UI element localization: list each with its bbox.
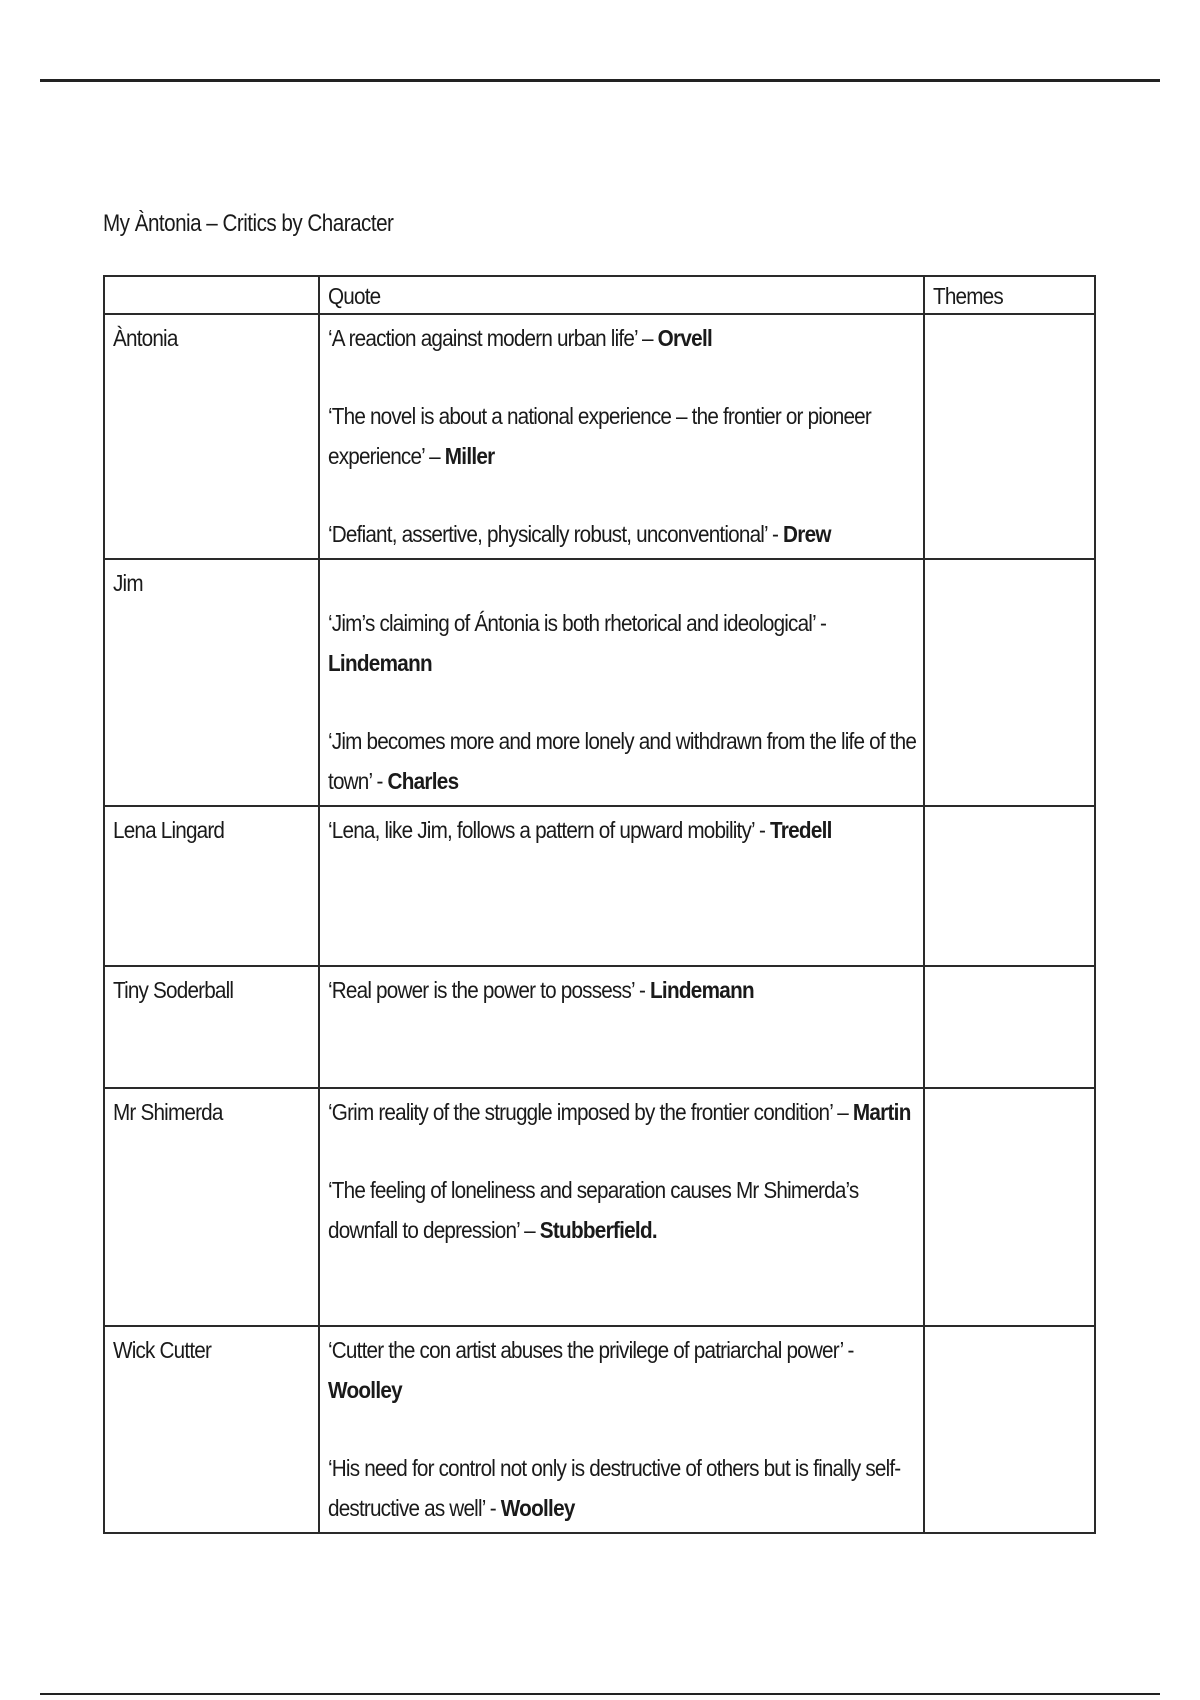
table-row (104, 559, 1095, 806)
critic-name: Lindemann (650, 977, 754, 1003)
quote-cell (319, 559, 924, 806)
quote: ‘Grim reality of the struggle imposed by the frontier condition’ – Martin (328, 1099, 911, 1125)
critic-name: Orvell (657, 325, 713, 351)
critic-name: Miller (444, 443, 495, 469)
themes-cell (924, 314, 1095, 559)
themes-cell (924, 1326, 1095, 1533)
quote: ‘Lena, like Jim, follows a pattern of upward mobility’ - Tredell (328, 817, 832, 843)
themes-cell (924, 559, 1095, 806)
quote: ‘Real power is the power to possess’ - Lindemann (328, 977, 754, 1003)
themes-cell (924, 1088, 1095, 1326)
critics-table (103, 275, 1096, 1534)
critic-name: Martin (852, 1099, 911, 1125)
quote-cell (319, 966, 924, 1088)
character-cell: Jim (104, 559, 319, 806)
header-rule (40, 79, 1160, 82)
quote: ‘The novel is about a national experience – the frontier or pioneer experience’ – Miller (328, 403, 871, 469)
character-cell: Lena Lingard (104, 806, 319, 966)
critic-name: Stubberfield. (539, 1217, 657, 1243)
critic-name: Charles (387, 768, 459, 794)
quote-cell (319, 1326, 924, 1533)
themes-cell (924, 806, 1095, 966)
header-character (104, 276, 319, 314)
table-row (104, 1326, 1095, 1533)
quote-cell (319, 1088, 924, 1326)
quote-cell (319, 806, 924, 966)
quote: ‘Cutter the con artist abuses the privilege of patriarchal power’ - Woolley (328, 1337, 854, 1403)
table-row (104, 314, 1095, 559)
table-header-row (104, 276, 1095, 314)
table-row (104, 806, 1095, 966)
critic-name: Lindemann (328, 650, 432, 676)
quote: ‘The feeling of loneliness and separation causes Mr Shimerda’s downfall to depression’ – Stubberfield. (328, 1177, 859, 1243)
character-cell: Wick Cutter (104, 1326, 319, 1533)
quote-cell (319, 314, 924, 559)
header-quote: Quote (319, 276, 924, 314)
document-title: My Àntonia – Critics by Character (103, 210, 394, 237)
quote: ‘His need for control not only is destructive of others but is finally self-destructive as well’ - Woolley (328, 1455, 901, 1521)
table-row (104, 966, 1095, 1088)
table-row (104, 1088, 1095, 1326)
quote: ‘Defiant, assertive, physically robust, unconventional’ - Drew (328, 521, 831, 547)
quote: ‘Jim becomes more and more lonely and withdrawn from the life of the town’ - Charles (328, 728, 917, 794)
footer-rule (40, 1693, 1160, 1695)
header-themes: Themes (924, 276, 1095, 314)
critic-name: Tredell (770, 817, 832, 843)
quote: ‘Jim’s claiming of Ántonia is both rhetorical and ideological’ - Lindemann (328, 610, 827, 676)
character-cell: Mr Shimerda (104, 1088, 319, 1326)
character-cell: Tiny Soderball (104, 966, 319, 1088)
critic-name: Woolley (500, 1495, 575, 1521)
themes-cell (924, 966, 1095, 1088)
critic-name: Woolley (328, 1377, 402, 1403)
character-cell: Àntonia (104, 314, 319, 559)
quote: ‘A reaction against modern urban life’ – Orvell (328, 325, 713, 351)
critic-name: Drew (783, 521, 831, 547)
